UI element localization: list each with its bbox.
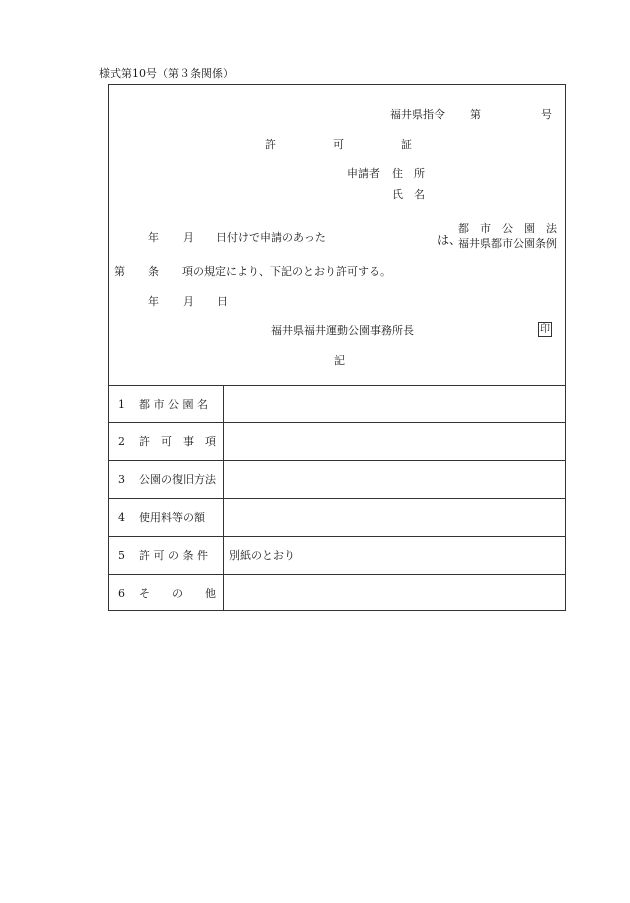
table-top-line bbox=[109, 385, 565, 386]
app-date-month: 月 bbox=[183, 231, 194, 244]
law-name-2: 福井県都市公園条例 bbox=[458, 237, 557, 250]
article-text: 項の規定により、下記のとおり許可する。 bbox=[182, 265, 391, 278]
row-1-label: 都 市 公 園 名 bbox=[139, 398, 208, 411]
title-char-1: 許 bbox=[265, 138, 276, 151]
row-divider bbox=[109, 422, 565, 423]
row-1-number: 1 bbox=[118, 398, 125, 411]
article-dai: 第 bbox=[114, 265, 125, 278]
ha-particle: は、 bbox=[437, 233, 462, 247]
row-3-number: 3 bbox=[118, 473, 125, 486]
article-jo: 条 bbox=[148, 265, 159, 278]
address-label-2: 所 bbox=[414, 167, 425, 180]
name-label-2: 名 bbox=[414, 188, 425, 201]
row-divider bbox=[109, 536, 565, 537]
form-number-label: 様式第10号（第３条関係） bbox=[99, 67, 234, 80]
row-2-label: 許 可 事 項 bbox=[139, 435, 216, 448]
number-go: 号 bbox=[541, 108, 552, 121]
row-3-label: 公園の復旧方法 bbox=[139, 473, 216, 486]
row-2-number: 2 bbox=[118, 435, 125, 448]
ki-heading: 記 bbox=[334, 354, 345, 367]
title-char-3: 証 bbox=[401, 138, 412, 151]
row-divider bbox=[109, 574, 565, 575]
app-date-year: 年 bbox=[148, 231, 159, 244]
row-6-label: そ の 他 bbox=[139, 587, 216, 600]
row-6-number: 6 bbox=[118, 587, 125, 600]
law-name-1: 都 市 公 園 法 bbox=[458, 222, 557, 235]
app-date-text: 日付けで申請のあった bbox=[216, 231, 326, 244]
row-4-number: 4 bbox=[118, 511, 125, 524]
name-label-1: 氏 bbox=[392, 188, 403, 201]
signer-title: 福井県福井運動公園事務所長 bbox=[271, 324, 414, 337]
row-4-label: 使用料等の額 bbox=[139, 511, 205, 524]
row-5-value: 別紙のとおり bbox=[229, 549, 295, 562]
number-dai: 第 bbox=[470, 108, 481, 121]
permit-date-day: 日 bbox=[217, 295, 228, 308]
address-label-1: 住 bbox=[392, 167, 403, 180]
row-divider bbox=[109, 460, 565, 461]
row-5-label: 許 可 の 条 件 bbox=[139, 549, 208, 562]
issuer-label: 福井県指令 bbox=[390, 108, 445, 121]
row-divider bbox=[109, 498, 565, 499]
permit-form-frame bbox=[108, 84, 566, 611]
seal-mark: 印 bbox=[540, 324, 550, 335]
permit-date-month: 月 bbox=[183, 295, 194, 308]
applicant-label: 申請者 bbox=[347, 167, 380, 180]
column-divider bbox=[223, 385, 224, 611]
row-5-number: 5 bbox=[118, 549, 125, 562]
permit-date-year: 年 bbox=[148, 295, 159, 308]
title-char-2: 可 bbox=[333, 138, 344, 151]
